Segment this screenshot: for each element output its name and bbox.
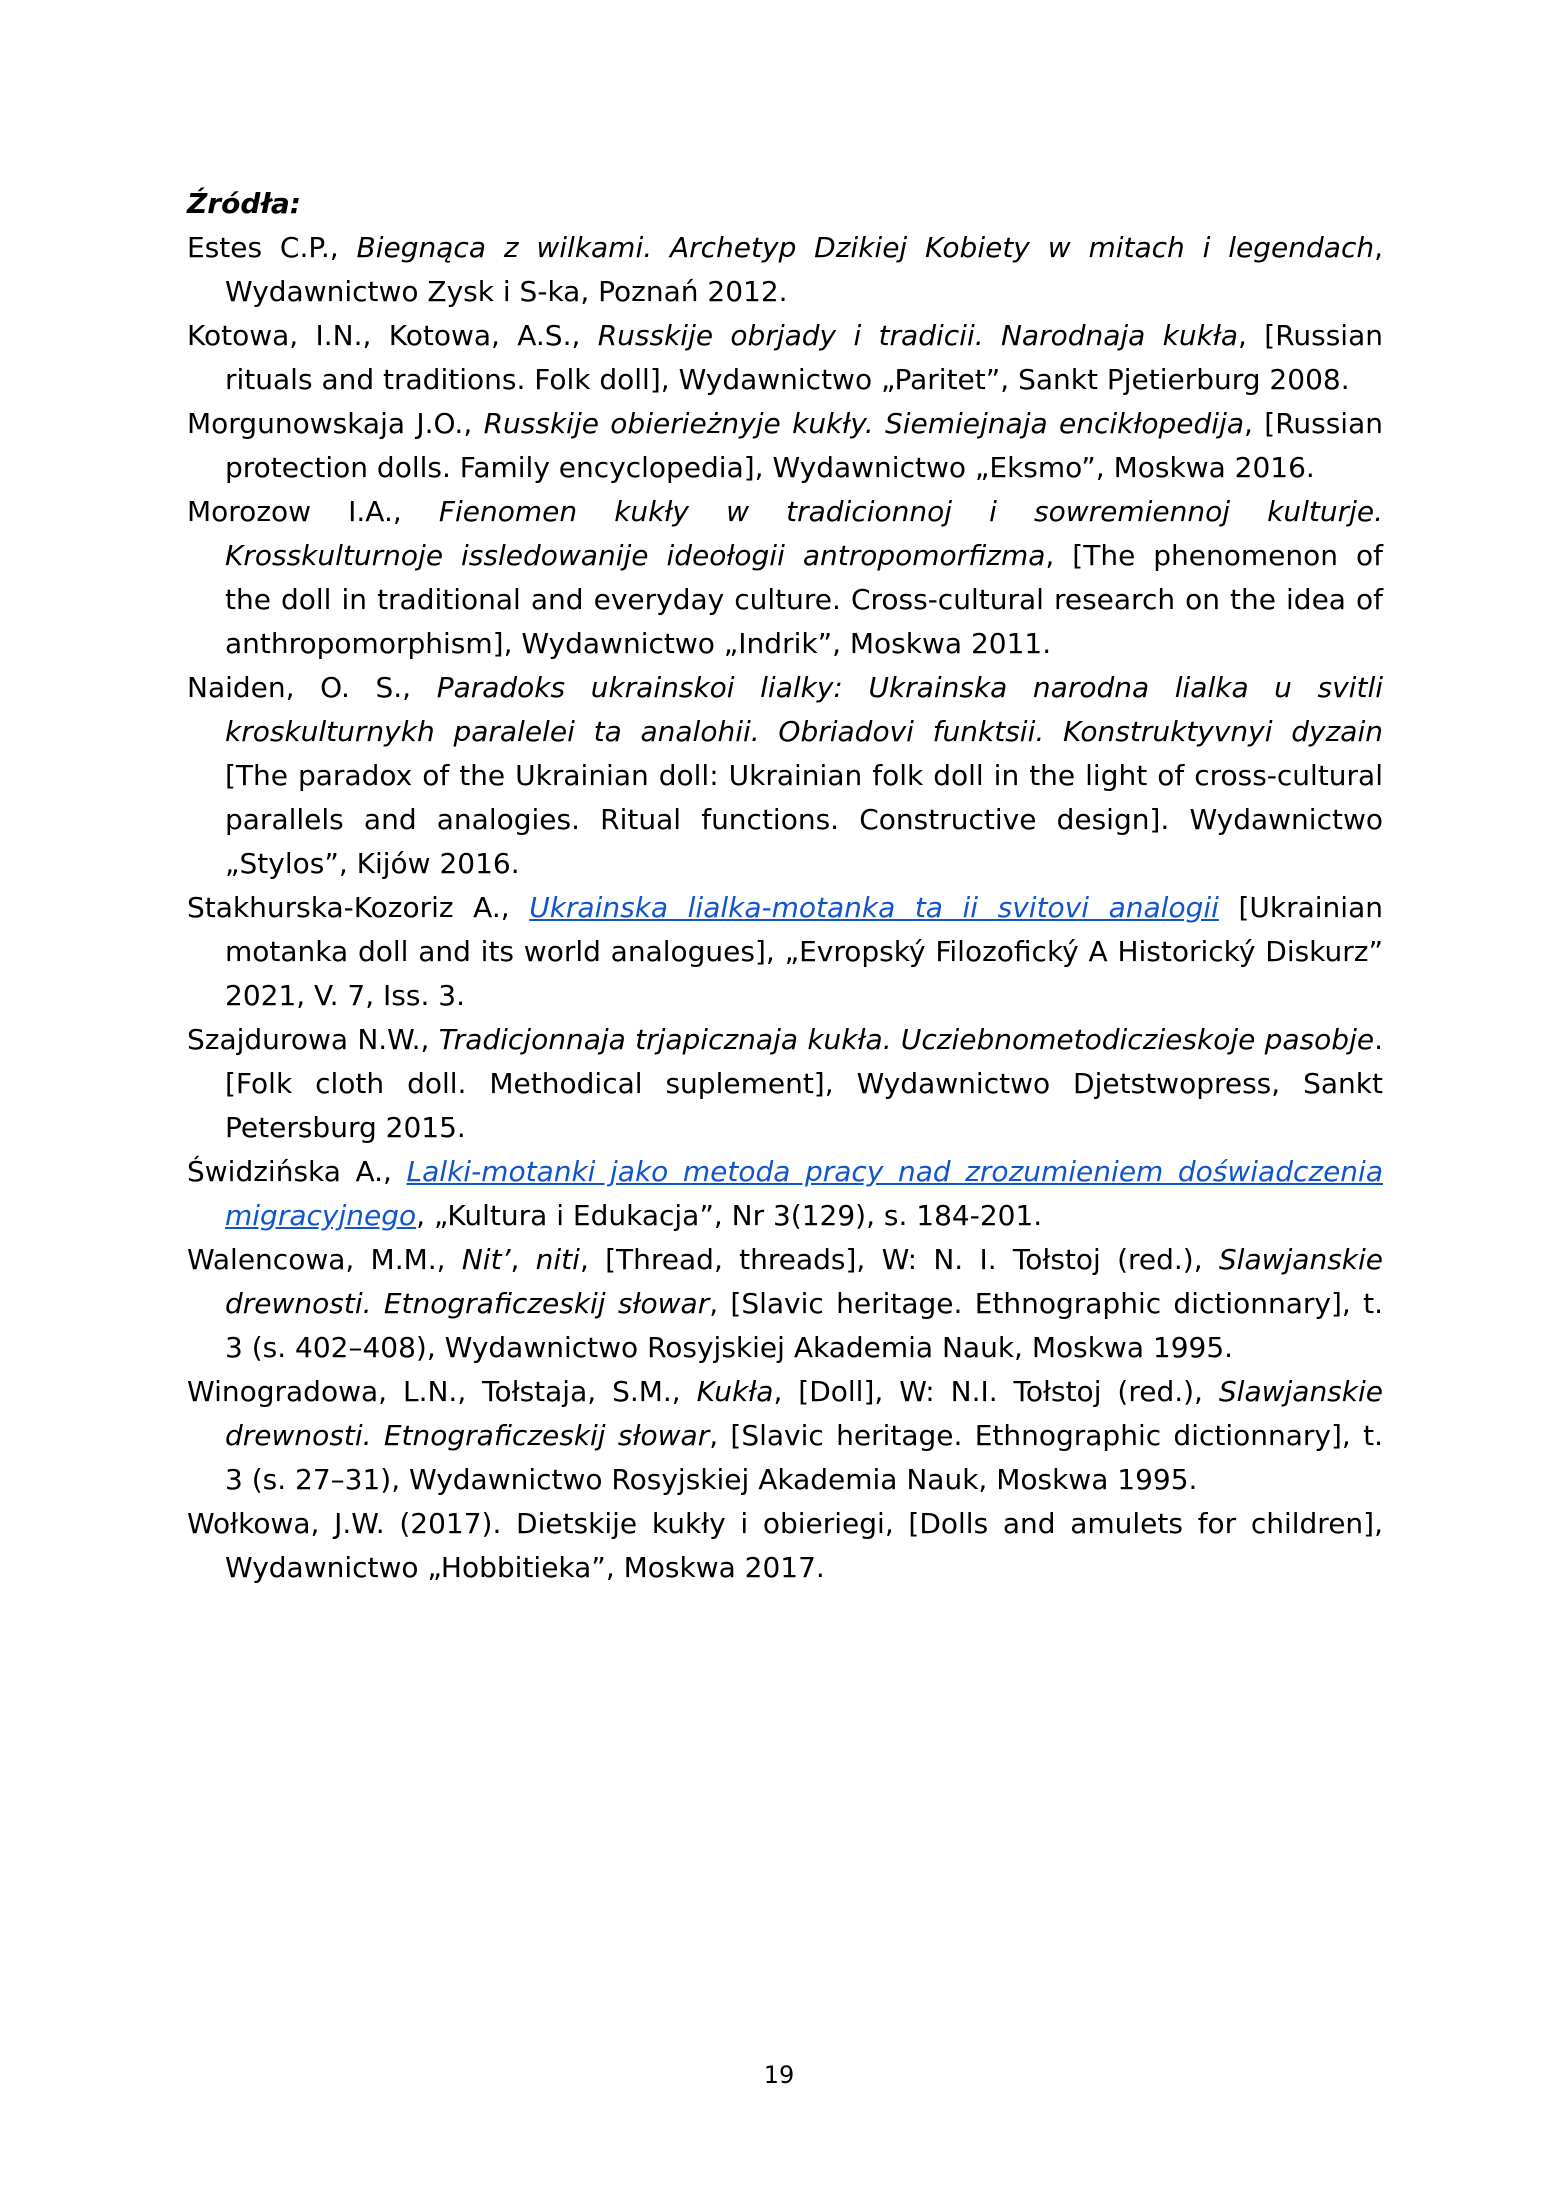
entry-text: . [Folk cloth doll. Methodical suplement], Wydawnictwo Djetstwopress, Sankt Petersburg 2015. <box>225 1023 1383 1144</box>
entry-title: Paradoks ukrainskoi lialky: Ukrainska narodna lialka u svitli kroskulturnykh paralelei ta analohii. Obriadovi funktsii. Konstruktyvnyi dyzain <box>225 671 1383 748</box>
entry-text: , [Slavic heritage. Ethnographic dictionnary], t. 3 (s. 402–408), Wydawnictwo Rosyjskiej Akademia Nauk, Moskwa 1995. <box>225 1287 1383 1364</box>
entry-text: [The paradox of the Ukrainian doll: Ukrainian folk doll in the light of cross-cultural parallels and analogies. Ritual functions. Constructive design]. Wydawnictwo „Stylos”, Kijów 2016. <box>225 759 1383 880</box>
entry-text: , [Russian protection dolls. Family encyclopedia], Wydawnictwo „Eksmo”, Moskwa 2016. <box>225 407 1383 484</box>
bibliography-entry-stakhurska <box>187 886 1383 1018</box>
entry-text: , „Kultura i Edukacja”, Nr 3(129), s. 184-201. <box>416 1199 1043 1232</box>
entry-title: Slawjanskie drewnosti. Etnograficzeskij słowar <box>225 1243 1384 1320</box>
entry-text: Morozow I.A., <box>187 495 439 528</box>
entry-title: Kukła <box>696 1375 774 1408</box>
bibliography-entry-szajdurowa <box>187 1018 1383 1150</box>
entry-title: Slawjanskie drewnosti. Etnograficzeskij słowar <box>225 1375 1383 1452</box>
entry-text: , <box>510 1243 536 1276</box>
bibliography-entry-naiden <box>187 666 1383 886</box>
bibliography-entry-walencowa <box>187 1238 1383 1370</box>
bibliography-entry-wolkowa <box>187 1502 1383 1590</box>
bibliography-entry-kotowa <box>187 314 1383 402</box>
entry-title: Nit’ <box>461 1243 511 1276</box>
entry-title: Biegnąca z wilkami. Archetyp Dzikiej Kobiety w mitach i legendach <box>356 231 1375 264</box>
entry-text: Kotowa, I.N., Kotowa, A.S., <box>187 319 598 352</box>
bibliography-entry-estes <box>187 226 1383 314</box>
entry-text: Świdzińska A., <box>187 1155 407 1188</box>
entry-text: Morgunowskaja J.O., <box>187 407 484 440</box>
page-number: 19 <box>763 2061 795 2089</box>
entry-text: , Wydawnictwo Zysk i S-ka, Poznań 2012. <box>225 231 1383 308</box>
entry-title: Tradicjonnaja trjapicznaja kukła. Ucziebnometodiczieskoje pasobje <box>438 1023 1375 1056</box>
entry-text: , [Russian rituals and traditions. Folk doll], Wydawnictwo „Paritet”, Sankt Pjetierburg 2008. <box>225 319 1383 396</box>
source-link-lalki-motanki[interactable]: Lalki-motanki jako metoda pracy nad zrozumieniem doświadczenia migracyjnego <box>225 1155 1383 1232</box>
entry-title: Fienomen kukły w tradicionnoj i sowremiennoj kulturje. Krosskulturnoje issledowanije ideołogii antropomorfizma <box>225 495 1384 572</box>
entry-text: Naiden, O. S., <box>187 671 437 704</box>
entry-text: , [Doll], W: N.I. Tołstoj (red.), <box>773 1375 1219 1408</box>
entry-title: Russkije obierieżnyje kukły. Siemiejnaja encikłopedija <box>483 407 1245 440</box>
sources-section <box>187 182 1383 1590</box>
entry-text: , [Slavic heritage. Ethnographic dictionnary], t. 3 (s. 27–31), Wydawnictwo Rosyjskiej Akademia Nauk, Moskwa 1995. <box>225 1419 1383 1496</box>
source-link-ukrainska-lialka[interactable]: Ukrainska lialka-motanka ta ii svitovi analogii <box>529 891 1219 924</box>
entry-title: niti <box>535 1243 580 1276</box>
bibliography-entry-swidzinska <box>187 1150 1383 1238</box>
entry-text: , [The phenomenon of the doll in traditional and everyday culture. Cross-cultural research on the idea of anthropomorphism], Wydawnictwo „Indrik”, Moskwa 2011. <box>225 539 1383 660</box>
entry-text: [Ukrainian motanka doll and its world analogues], „Evropský Filozofický A Historický Diskurz” 2021, V. 7, Iss. 3. <box>225 891 1383 1012</box>
entry-text: , [Thread, threads], W: N. I. Tołstoj (red.), <box>579 1243 1219 1276</box>
entry-text: Winogradowa, L.N., Tołstaja, S.M., <box>187 1375 697 1408</box>
entry-text: Stakhurska-Kozoriz A., <box>187 891 530 924</box>
bibliography-entry-morozow <box>187 490 1383 666</box>
entry-title: Russkije obrjady i tradicii. Narodnaja kukła <box>597 319 1239 352</box>
bibliography-entry-morgunowskaja <box>187 402 1383 490</box>
entry-text: Szajdurowa N.W., <box>187 1023 439 1056</box>
entry-text: Walencowa, M.M., <box>187 1243 462 1276</box>
entry-text: Wołkowa, J.W. (2017). Dietskije kukły i obieriegi, [Dolls and amulets for children], Wydawnictwo „Hobbitieka”, Moskwa 2017. <box>187 1507 1383 1584</box>
entry-text: Estes C.P., <box>187 231 357 264</box>
bibliography-entry-winogradowa <box>187 1370 1383 1502</box>
sources-heading: Źródła: <box>187 187 301 220</box>
